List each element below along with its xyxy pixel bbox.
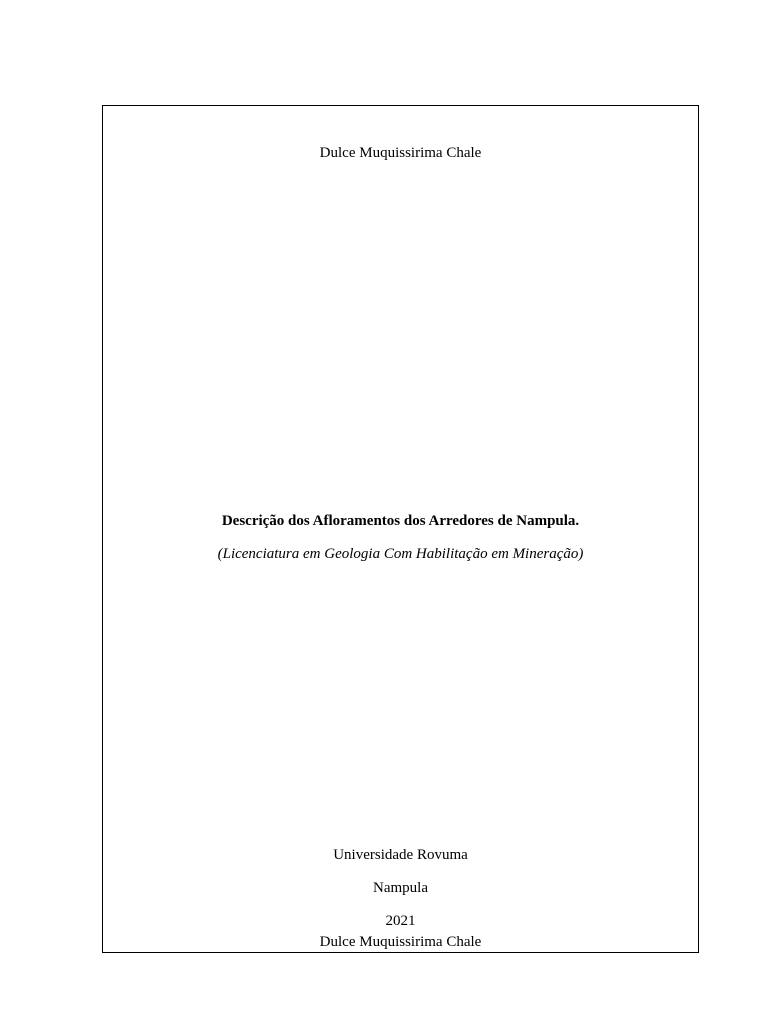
city-name: Nampula	[373, 880, 428, 896]
author-name-top: Dulce Muquissirima Chale	[319, 145, 482, 161]
cover-page-frame	[102, 105, 699, 953]
institution-name: Universidade Rovuma	[333, 847, 468, 863]
document-title: Descrição dos Afloramentos dos Arredores de Nampula.	[221, 513, 580, 529]
document-subtitle: (Licenciatura em Geologia Com Habilitação em Mineração)	[217, 546, 584, 562]
year: 2021	[385, 913, 416, 929]
author-name-bottom: Dulce Muquissirima Chale	[319, 934, 482, 950]
